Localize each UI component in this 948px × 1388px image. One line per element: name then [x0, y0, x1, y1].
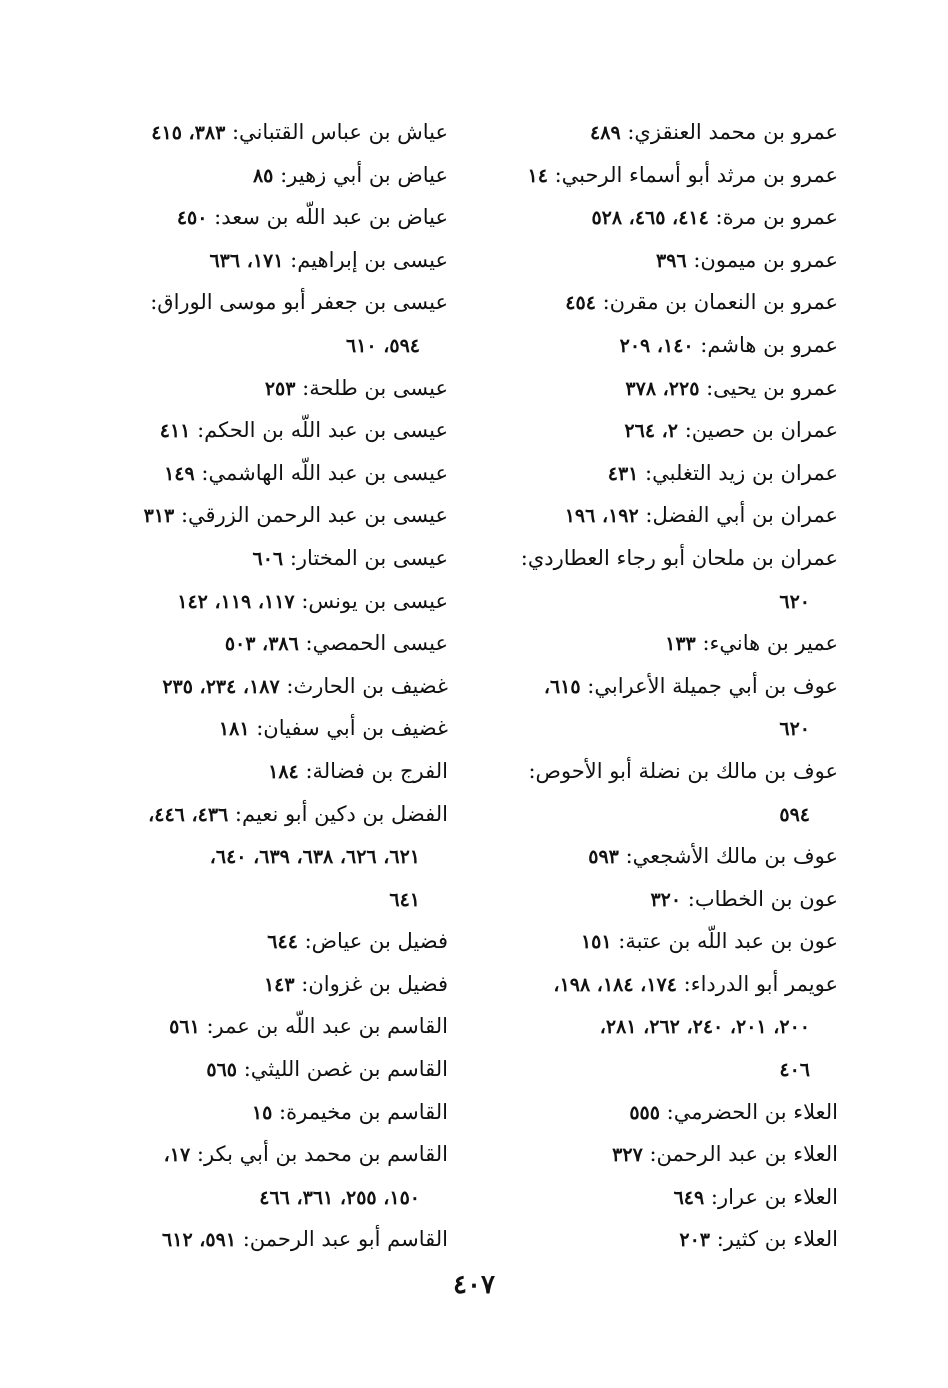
index-entry: [103, 1092, 448, 1135]
entry-name: القاسم بن عبد اللّه بن عمر:: [206, 1014, 448, 1039]
index-entry: [498, 879, 838, 922]
index-entry: [103, 1134, 448, 1219]
entry-pages: ٥٩١، ٦١٢: [162, 1229, 237, 1252]
entry-pages: ١٨٧، ٢٣٤، ٢٣٥: [162, 675, 280, 698]
entry-pages: ٤١١: [159, 420, 191, 443]
index-entry: [103, 921, 448, 964]
entry-name: عمرو بن ميمون:: [693, 247, 838, 272]
entry-name: العلاء بن عرار:: [710, 1184, 838, 1209]
index-entry: [103, 240, 448, 283]
entry-name: غضيف بن الحارث:: [286, 673, 448, 698]
page-number: ٤٠٧: [453, 1270, 495, 1300]
entry-name: القاسم أبو عبد الرحمن:: [242, 1227, 448, 1252]
index-entry: [103, 1006, 448, 1049]
index-entry: [498, 538, 838, 623]
entry-name: فضيل بن عياض:: [304, 929, 448, 954]
entry-pages: ١٧١، ٦٣٦: [209, 249, 284, 272]
index-entry: [103, 708, 448, 751]
entry-pages: ٤٥٤: [565, 292, 596, 315]
entry-pages: ١٩٢، ١٩٦: [564, 505, 639, 528]
entry-pages: ٣٢٧: [612, 1144, 643, 1167]
entry-name: عون بن عبد اللّه بن عتبة:: [618, 929, 838, 954]
entry-pages: ٤٣٦، ٤٤٦،: [148, 803, 229, 826]
entry-name: عيسى الحمصي:: [305, 631, 448, 656]
index-entry: [498, 155, 838, 198]
entry-continuation: [498, 1049, 838, 1092]
entry-continuation: [498, 708, 838, 751]
entry-name: عيسى بن يونس:: [301, 588, 448, 613]
index-entry: [103, 112, 448, 155]
entry-name: عياض بن عبد اللّه بن سعد:: [214, 205, 448, 230]
entry-name: عياض بن أبي زهير:: [280, 162, 448, 187]
entry-name: عمرو بن يحيى:: [706, 375, 838, 400]
entry-pages: ١٨١: [218, 718, 250, 741]
entry-name: عمران بن أبي الفضل:: [645, 503, 838, 528]
entry-name: العلاء بن عبد الرحمن:: [649, 1142, 838, 1167]
index-entry: [498, 921, 838, 964]
entry-pages: ٤٠٦: [779, 1059, 810, 1082]
entry-pages: ١٣٣: [665, 633, 696, 656]
entry-name: عوف بن أبي جميلة الأعرابي:: [587, 673, 838, 698]
entry-continuation: [103, 879, 448, 922]
index-entry: [498, 666, 838, 751]
entry-pages: ١٤٩: [164, 462, 195, 485]
entry-pages: ٥٦١: [169, 1016, 200, 1039]
index-entry: [103, 197, 448, 240]
entry-name: عيسى بن المختار:: [289, 545, 448, 570]
entry-pages: ١١٧، ١١٩، ١٤٢: [177, 590, 295, 613]
index-entry: [103, 368, 448, 411]
entry-name: عيسى بن عبد اللّه الهاشمي:: [201, 460, 448, 485]
index-entry: [498, 1092, 838, 1135]
entry-name: عيسى بن عبد الرحمن الزرقي:: [180, 503, 448, 528]
entry-name: العلاء بن الحضرمي:: [666, 1099, 838, 1124]
entry-pages: ١٥١: [580, 931, 612, 954]
index-entry: [103, 453, 448, 496]
entry-pages: ٢، ٢٦٤: [624, 420, 679, 443]
entry-name: عمرو بن النعمان بن مقرن:: [602, 290, 838, 315]
entry-continuation: [103, 836, 448, 879]
index-entry: [103, 623, 448, 666]
index-entry: [498, 1219, 838, 1262]
entry-pages: ٢٢٥، ٣٧٨: [625, 377, 700, 400]
entry-name: عون بن الخطاب:: [687, 886, 838, 911]
entry-name: فضيل بن غزوان:: [301, 971, 448, 996]
index-entry: [103, 155, 448, 198]
entry-name: عيسى بن جعفر أبو موسى الوراق:: [150, 290, 448, 315]
entry-pages: ١٤٠، ٢٠٩: [619, 334, 694, 357]
entry-name: القاسم بن محمد بن أبي بكر:: [196, 1142, 448, 1167]
index-entry: [103, 1219, 448, 1262]
entry-pages: ٣١٣: [143, 505, 175, 528]
entry-pages: ٥٩٣: [588, 846, 619, 869]
index-entry: [103, 794, 448, 922]
entry-pages: ١٥: [251, 1101, 273, 1124]
index-entry: [103, 410, 448, 453]
entry-pages: ٨٥: [252, 164, 274, 187]
entry-pages: ٥٩٤: [779, 803, 810, 826]
entry-continuation: [498, 794, 838, 837]
entry-name: عمرو بن مرثد أبو أسماء الرحبي:: [554, 162, 838, 187]
entry-name: القاسم بن غصن الليثي:: [243, 1057, 448, 1082]
entry-pages: ٣٩٦: [656, 249, 687, 272]
entry-pages: ٦٢٠: [779, 718, 810, 741]
index-entry: [498, 964, 838, 1092]
index-entry: [498, 368, 838, 411]
entry-name: الفضل بن دكين أبو نعيم:: [234, 801, 448, 826]
entry-pages: ١٧،: [163, 1144, 191, 1167]
index-entry: [498, 495, 838, 538]
entry-pages: ١٤٣: [263, 973, 295, 996]
entry-pages: ٣٨٣، ٤١٥: [151, 122, 226, 144]
entry-pages: ٤٥٠: [176, 207, 208, 230]
entry-name: القاسم بن مخيمرة:: [279, 1099, 448, 1124]
entry-pages: ١٤: [527, 164, 548, 187]
entry-name: عمران بن ملحان أبو رجاء العطاردي:: [520, 545, 838, 570]
entry-pages: ٤٣١: [607, 462, 639, 485]
entry-name: العلاء بن كثير:: [716, 1227, 838, 1252]
entry-name: عويمر أبو الدرداء:: [683, 971, 838, 996]
entry-name: عمرو بن هاشم:: [700, 332, 838, 357]
index-entry: [103, 751, 448, 794]
index-entry: [498, 1134, 838, 1177]
entry-name: عمير بن هانيء:: [702, 631, 838, 656]
index-entry: [498, 1177, 838, 1220]
entry-pages: ٤١٤، ٤٦٥، ٥٢٨: [591, 207, 709, 230]
entry-name: عيسى بن عبد اللّه بن الحكم:: [197, 418, 448, 443]
index-entry: [498, 410, 838, 453]
entry-pages: ٦٢٠: [779, 590, 810, 613]
entry-pages: ١٨٤: [268, 760, 299, 783]
entry-pages: ٦٠٦: [252, 547, 284, 570]
entry-name: عياش بن عباس القتباني:: [231, 120, 448, 144]
entry-pages: ٣٢٠: [650, 888, 682, 911]
entry-name: عمرو بن مرة:: [715, 205, 838, 230]
entry-pages: ٦٢١، ٦٢٦، ٦٣٨، ٦٣٩، ٦٤٠،: [209, 846, 420, 869]
index-entry: [498, 197, 838, 240]
index-entry: [103, 964, 448, 1007]
index-entry: [498, 325, 838, 368]
entry-name: عيسى بن إبراهيم:: [290, 247, 448, 272]
entry-name: غضيف بن أبي سفيان:: [256, 716, 448, 741]
index-entry: [498, 112, 838, 155]
index-entry: [498, 623, 838, 666]
entry-name: عمران بن حصين:: [684, 418, 838, 443]
entry-pages: ٣٨٦، ٥٠٣: [224, 633, 299, 656]
entry-continuation: [103, 325, 448, 368]
index-entry: [103, 495, 448, 538]
index-entry: [498, 240, 838, 283]
index-column-right: [498, 112, 838, 1262]
entry-continuation: [103, 1177, 448, 1220]
entry-pages: ٦٤١: [389, 888, 420, 911]
index-entry: [498, 282, 838, 325]
entry-name: الفرج بن فضالة:: [305, 758, 448, 783]
entry-pages: ٥٥٥: [629, 1101, 660, 1124]
index-column-left: [103, 112, 448, 1262]
entry-pages: ٢٠٣: [679, 1229, 711, 1252]
index-entry: [103, 581, 448, 624]
entry-pages: ٥٦٥: [206, 1059, 237, 1082]
entry-pages: ٢٥٣: [264, 377, 296, 400]
entry-pages: ٢٠٠، ٢٠١، ٢٤٠، ٢٦٢، ٢٨١،: [599, 1016, 810, 1039]
entry-pages: ٦١٥،: [543, 675, 581, 698]
index-entry: [103, 282, 448, 367]
entry-name: عمرو بن محمد العنقزي:: [627, 120, 838, 144]
entry-continuation: [498, 581, 838, 624]
entry-pages: ٦٤٩: [673, 1186, 705, 1209]
entry-name: عمران بن زيد التغلبي:: [645, 460, 838, 485]
entry-pages: ٤٨٩: [590, 122, 621, 144]
index-entry: [103, 666, 448, 709]
entry-pages: ١٥٠، ٢٥٥، ٣٦١، ٤٦٦: [259, 1186, 420, 1209]
index-entry: [498, 453, 838, 496]
index-entry: [103, 1049, 448, 1092]
entry-name: عوف بن مالك بن نضلة أبو الأحوص:: [528, 758, 838, 783]
entry-name: عوف بن مالك الأشجعي:: [625, 844, 838, 869]
entry-pages: ١٧٤، ١٨٤، ١٩٨،: [553, 973, 677, 996]
index-entry: [498, 751, 838, 836]
entry-pages: ٦٤٤: [267, 931, 298, 954]
index-entry: [498, 836, 838, 879]
index-entry: [103, 538, 448, 581]
entry-name: عيسى بن طلحة:: [302, 375, 448, 400]
entry-pages: ٥٩٤، ٦١٠: [346, 334, 420, 357]
entry-continuation: [498, 1006, 838, 1049]
